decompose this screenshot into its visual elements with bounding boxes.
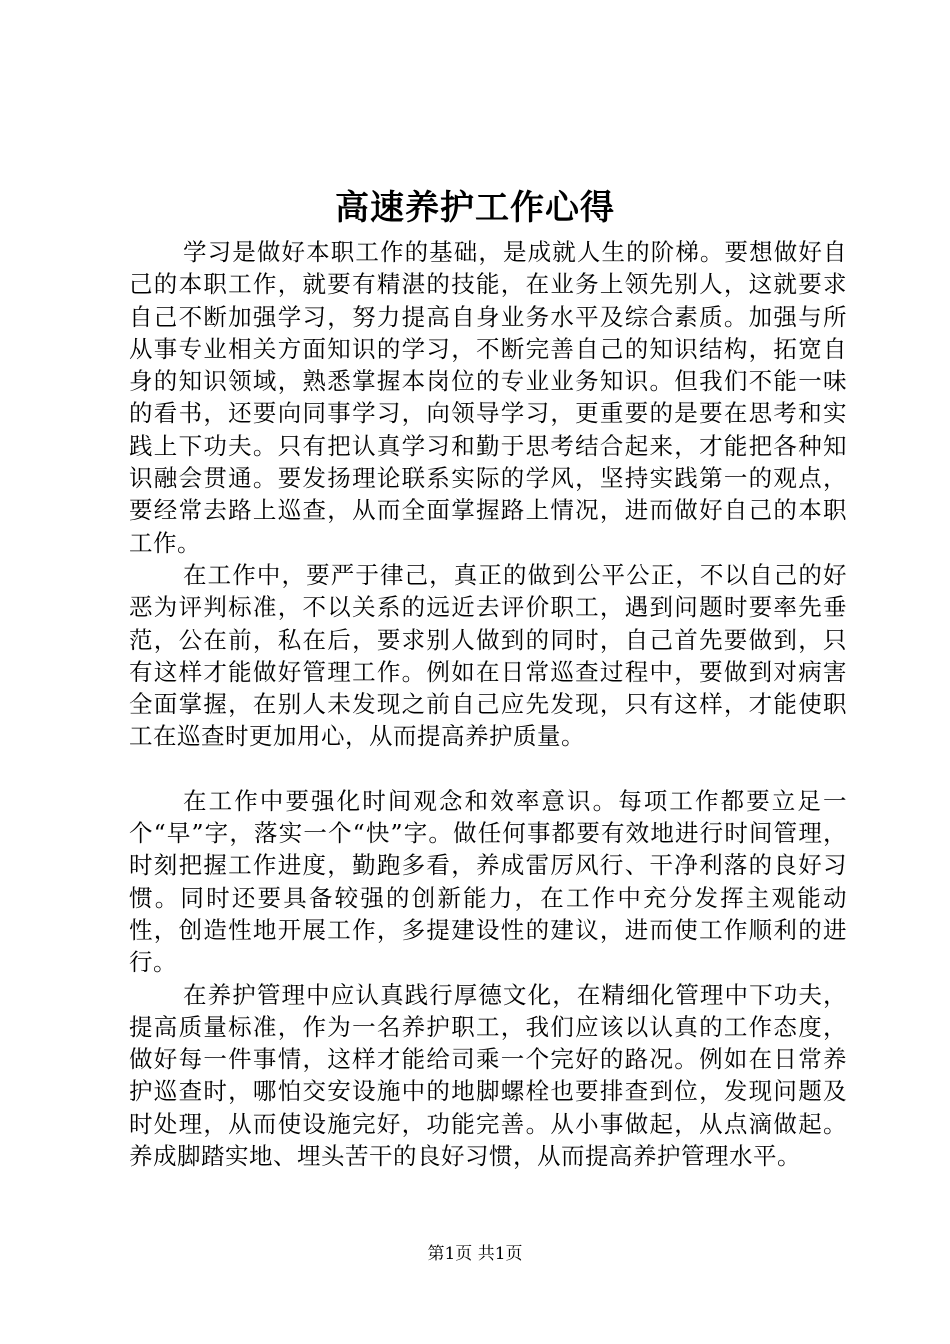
paragraph-self-discipline: 在工作中，要严于律己，真正的做到公平公正，不以自己的好恶为评判标准，不以关系的远近去评价职工，遇到问题时要率先垂范，公在前，私在后，要求别人做到的同时，自己首先要做到，只有这样才能做好管理工作。例如在日常巡查过程中，要做到对病害全面掌握，在别人未发现之前自己应先发现，只有这样，才能使职工在巡查时更加用心，从而提高养护质量。 xyxy=(129,560,847,751)
document-body xyxy=(129,236,847,1172)
page-footer: 第1页 共1页 xyxy=(427,1244,523,1264)
document-title: 高速养护工作心得 xyxy=(335,188,615,228)
paragraph-efficiency: 在工作中要强化时间观念和效率意识。每项工作都要立足一个“早”字，落实一个“快”字。做任何事都要有效地进行时间管理，时刻把握工作进度，勤跑多看，养成雷厉风行、干净利落的良好习惯。同时还要具备较强的创新能力，在工作中充分发挥主观能动性，创造性地开展工作，多提建设性的建议，进而使工作顺利的进行。 xyxy=(129,786,847,977)
paragraph-quality: 在养护管理中应认真践行厚德文化，在精细化管理中下功夫，提高质量标准，作为一名养护职工，我们应该以认真的工作态度，做好每一件事情，这样才能给司乘一个完好的路况。例如在日常养护巡查时，哪怕交安设施中的地脚螺栓也要排查到位，发现问题及时处理，从而使设施完好，功能完善。从小事做起，从点滴做起。养成脚踏实地、埋头苦干的良好习惯，从而提高养护管理水平。 xyxy=(129,980,847,1171)
paragraph-study: 学习是做好本职工作的基础，是成就人生的阶梯。要想做好自己的本职工作，就要有精湛的技能，在业务上领先别人，这就要求自己不断加强学习，努力提高自身业务水平及综合素质。加强与所从事专业相关方面知识的学习，不断完善自己的知识结构，拓宽自身的知识领域，熟悉掌握本岗位的专业业务知识。但我们不能一味的看书，还要向同事学习，向领导学习，更重要的是要在思考和实践上下功夫。只有把认真学习和勤于思考结合起来，才能把各种知识融会贯通。要发扬理论联系实际的学风，坚持实践第一的观点，要经常去路上巡查，从而全面掌握路上情况，进而做好自己的本职工作。 xyxy=(129,238,847,557)
